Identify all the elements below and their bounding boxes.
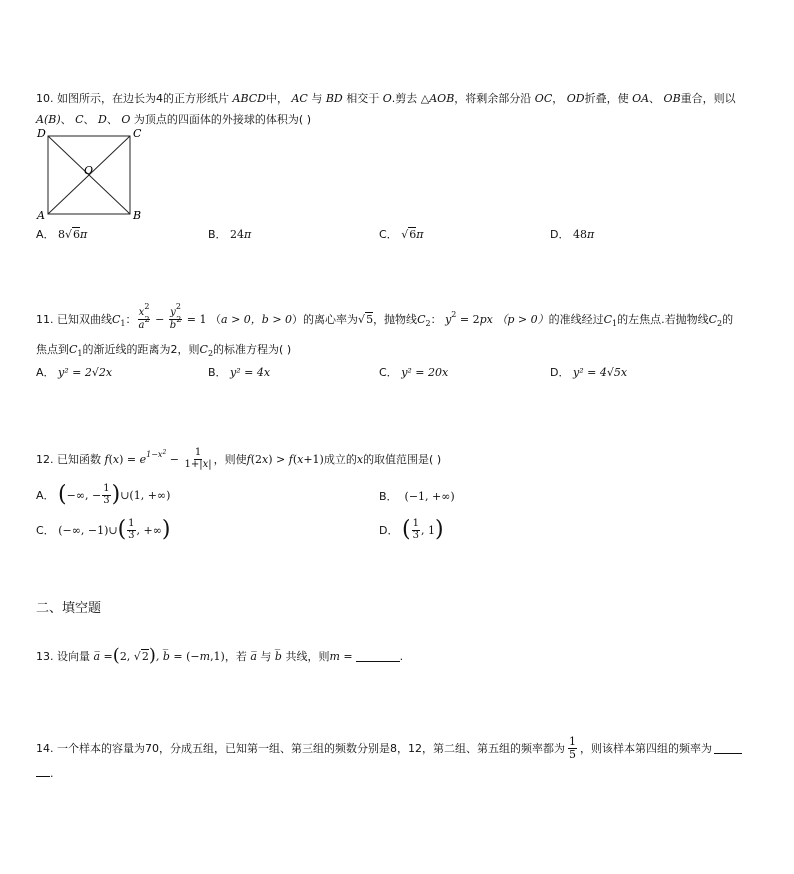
square-figure (34, 126, 150, 222)
label-A: A (37, 209, 45, 222)
q14-line2: . (36, 766, 54, 780)
q14-line1: 14. 一个样本的容量为70，分成五组，已知第一组、第三组的频数分别是8，12，第二组、第五组的频率都为 $\frac{1}{5}$ ，则该样本第四组的频率为 (36, 733, 742, 763)
q14-number: 14. (36, 741, 54, 755)
q10-option-b[interactable]: B． 24π (208, 228, 252, 241)
q11-line2: 焦点到$C_1$的渐近线的距离为2，则$C_2$的标准方程为( ) (36, 343, 292, 358)
label-D: D (37, 127, 46, 140)
q11-number: 11. (36, 312, 54, 326)
q12-option-d[interactable]: D． ( $\frac{1}{3}$ , 1 ) (379, 517, 444, 542)
q11-line1: 11. 已知双曲线 $C_1$ ： $\frac{x^2}{a^2}$ − $\frac{y^2}{b^2}$ = 1 （ a > 0，b > 0 ）的离心率为 √ 5 ，抛物线 $C_2$ ： $y^2 = 2px$ （p > 0） 的准线经过 $C_1$ 的左焦点.若抛物线 $C_2$ 的 (36, 302, 734, 331)
q10-line2: A(B)、 C、 D、 O 为顶点的四面体的外接球的体积为( ) (36, 113, 311, 126)
q11-option-d[interactable]: D． y² = 4√5x (550, 366, 628, 379)
q12-line1: 12. 已知函数 $f(x) = e^{1-x^2}$ − $\frac{1}{1+|x|}$ ，则使 f(2x) > f(x+1) 成立的 x 的取值范围是( ) (36, 447, 442, 470)
q14-answer-blank-cont[interactable] (36, 766, 50, 777)
q10-option-a[interactable]: A． 8√6π (36, 228, 88, 241)
q14-answer-blank[interactable] (714, 743, 742, 754)
q12-number: 12. (36, 452, 54, 466)
q13-line: 13. 设向量 a̅ = ( 2, √2 ) , b̅ = (−m,1) ，若 a̅ 与 b̅ 共线，则 m = . (36, 645, 404, 666)
q10-option-d[interactable]: D． 48π (550, 228, 595, 241)
q11-option-a[interactable]: A． y² = 2√2x (36, 366, 113, 379)
q12-option-b[interactable]: B． (−1, +∞) (379, 490, 455, 503)
q10-number: 10. (36, 92, 54, 105)
label-B: B (133, 209, 142, 222)
q10-line1: 10. 如图所示，在边长为4的正方形纸片 ABCD中， AC 与 BD 相交于 O.剪去 △AOB，将剩余部分沿 OC， OD折叠，使 OA、 OB重合，则以 (36, 92, 736, 105)
label-O: O (84, 164, 94, 177)
q10-option-c[interactable]: C． √6π (379, 228, 424, 241)
q12-option-a[interactable]: A． ( −∞, − $\frac{1}{3}$ ) ∪(1, +∞) (36, 482, 171, 507)
label-C: C (133, 127, 142, 140)
q11-option-b[interactable]: B． y² = 4x (208, 366, 271, 379)
q13-answer-blank[interactable] (356, 651, 400, 662)
section-title: 二、填空题 (36, 601, 102, 616)
q12-option-c[interactable]: C． (−∞, −1)∪ ( $\frac{1}{3}$ , +∞ ) (36, 517, 171, 542)
q13-number: 13. (36, 649, 54, 663)
q11-option-c[interactable]: C． y² = 20x (379, 366, 449, 379)
